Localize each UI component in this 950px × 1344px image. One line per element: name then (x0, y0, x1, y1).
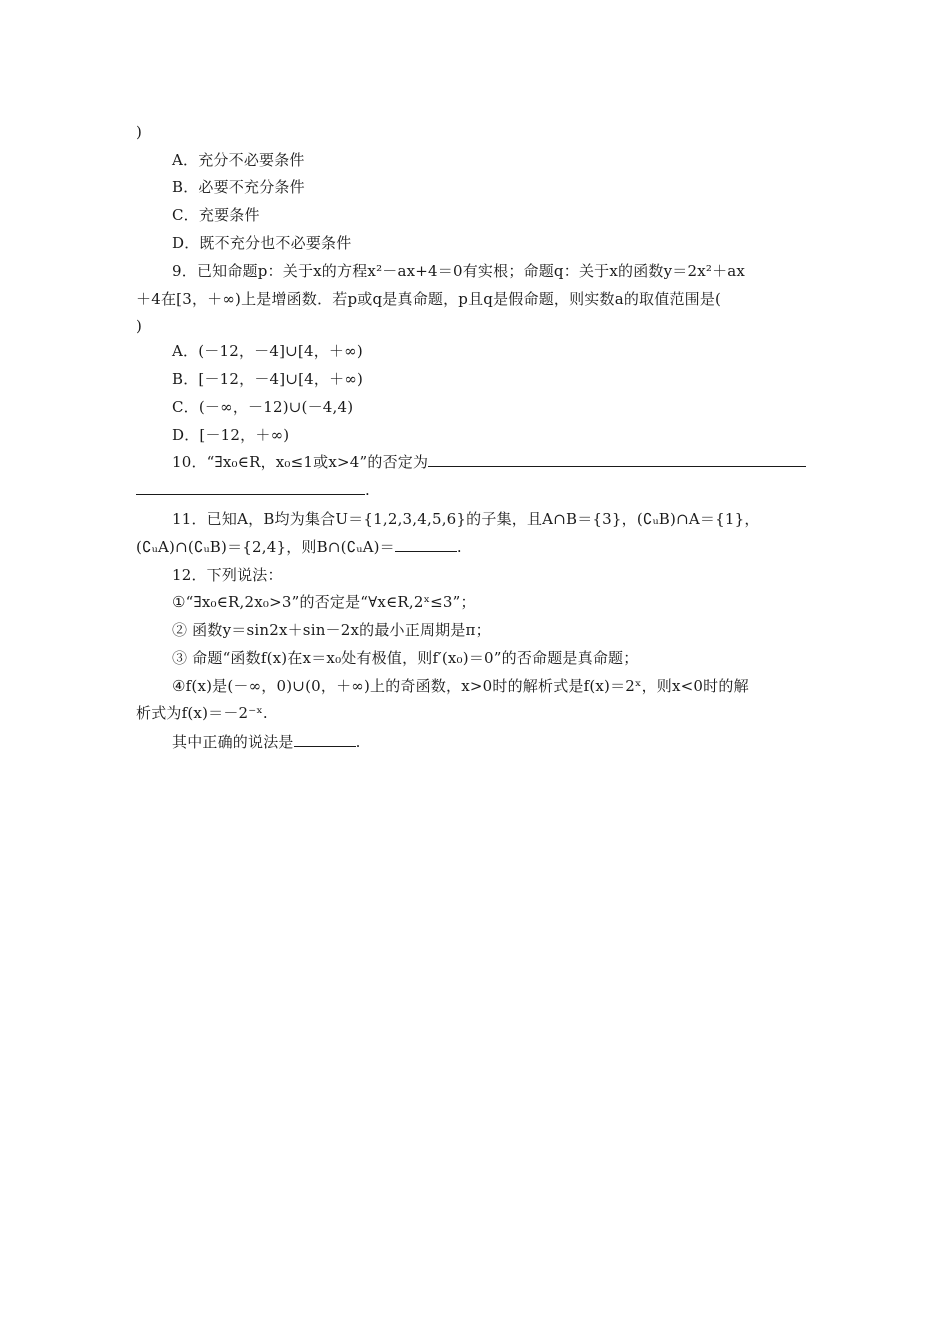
q12-period: . (355, 733, 361, 751)
q11-stem-text: (∁ᵤA)∩(∁ᵤB)＝{2,4}，则B∩(∁ᵤA)＝ (136, 538, 395, 556)
q10-answer-blank-1[interactable] (428, 452, 806, 467)
q9-option-d: D．[－12，＋∞) (172, 426, 290, 444)
q9-stem-line3: ) (136, 317, 143, 335)
q12-item-4-line1: ④f(x)是(－∞，0)∪(0，＋∞)上的奇函数，x>0时的解析式是f(x)＝2ˣ，则x<0时的解 (172, 677, 749, 695)
q12-title: 12．下列说法： (172, 566, 283, 584)
q9-stem-line1: 9．已知命题p：关于x的方程x²－ax+4＝0有实根；命题q：关于x的函数y＝2x²＋ax (172, 262, 746, 280)
q12-conclusion-text: 其中正确的说法是 (172, 733, 294, 751)
q11-answer-blank[interactable] (395, 537, 457, 552)
q10-stem-line1 (172, 452, 806, 472)
q8-closing-paren: ) (136, 123, 143, 141)
q11-stem-line2 (136, 537, 462, 557)
q12-answer-blank[interactable] (294, 732, 356, 747)
q10-stem-text: 10．“∃x₀∈R，x₀≤1或x>4”的否定为 (172, 453, 429, 471)
q11-stem-line1: 11．已知A，B均为集合U＝{1,2,3,4,5,6}的子集，且A∩B＝{3}，(∁ᵤB)∩A＝{1}， (172, 510, 760, 528)
q10-period: . (365, 481, 370, 499)
q12-conclusion (172, 732, 361, 752)
q8-option-d: D．既不充分也不必要条件 (172, 234, 352, 252)
q12-item-4-line2: 析式为f(x)＝－2⁻ˣ. (136, 704, 268, 722)
q11-period: . (456, 538, 462, 556)
q12-item-1: ①“∃x₀∈R,2x₀>3”的否定是“∀x∈R,2ˣ≤3”； (172, 593, 476, 611)
q9-option-c: C．(－∞，－12)∪(－4,4) (172, 398, 354, 416)
q8-option-b: B．必要不充分条件 (172, 178, 305, 196)
q9-option-b: B．[－12，－4]∪[4，＋∞) (172, 370, 364, 388)
q8-option-a: A．充分不必要条件 (172, 151, 305, 169)
q9-option-a: A．(－12，－4]∪[4，＋∞) (172, 342, 363, 360)
q9-stem-line2: ＋4在[3，＋∞)上是增函数．若p或q是真命题，p且q是假命题，则实数a的取值范围是( (136, 290, 722, 308)
q10-answer-blank-2[interactable] (136, 480, 365, 495)
q12-item-3: ③ 命题“函数f(x)在x＝x₀处有极值，则f′(x₀)＝0”的否命题是真命题； (172, 649, 639, 667)
q12-item-2: ② 函数y＝sin2x＋sin－2x的最小正周期是π； (172, 621, 491, 639)
q10-stem-line2 (136, 480, 370, 500)
q8-option-c: C．充要条件 (172, 206, 260, 224)
